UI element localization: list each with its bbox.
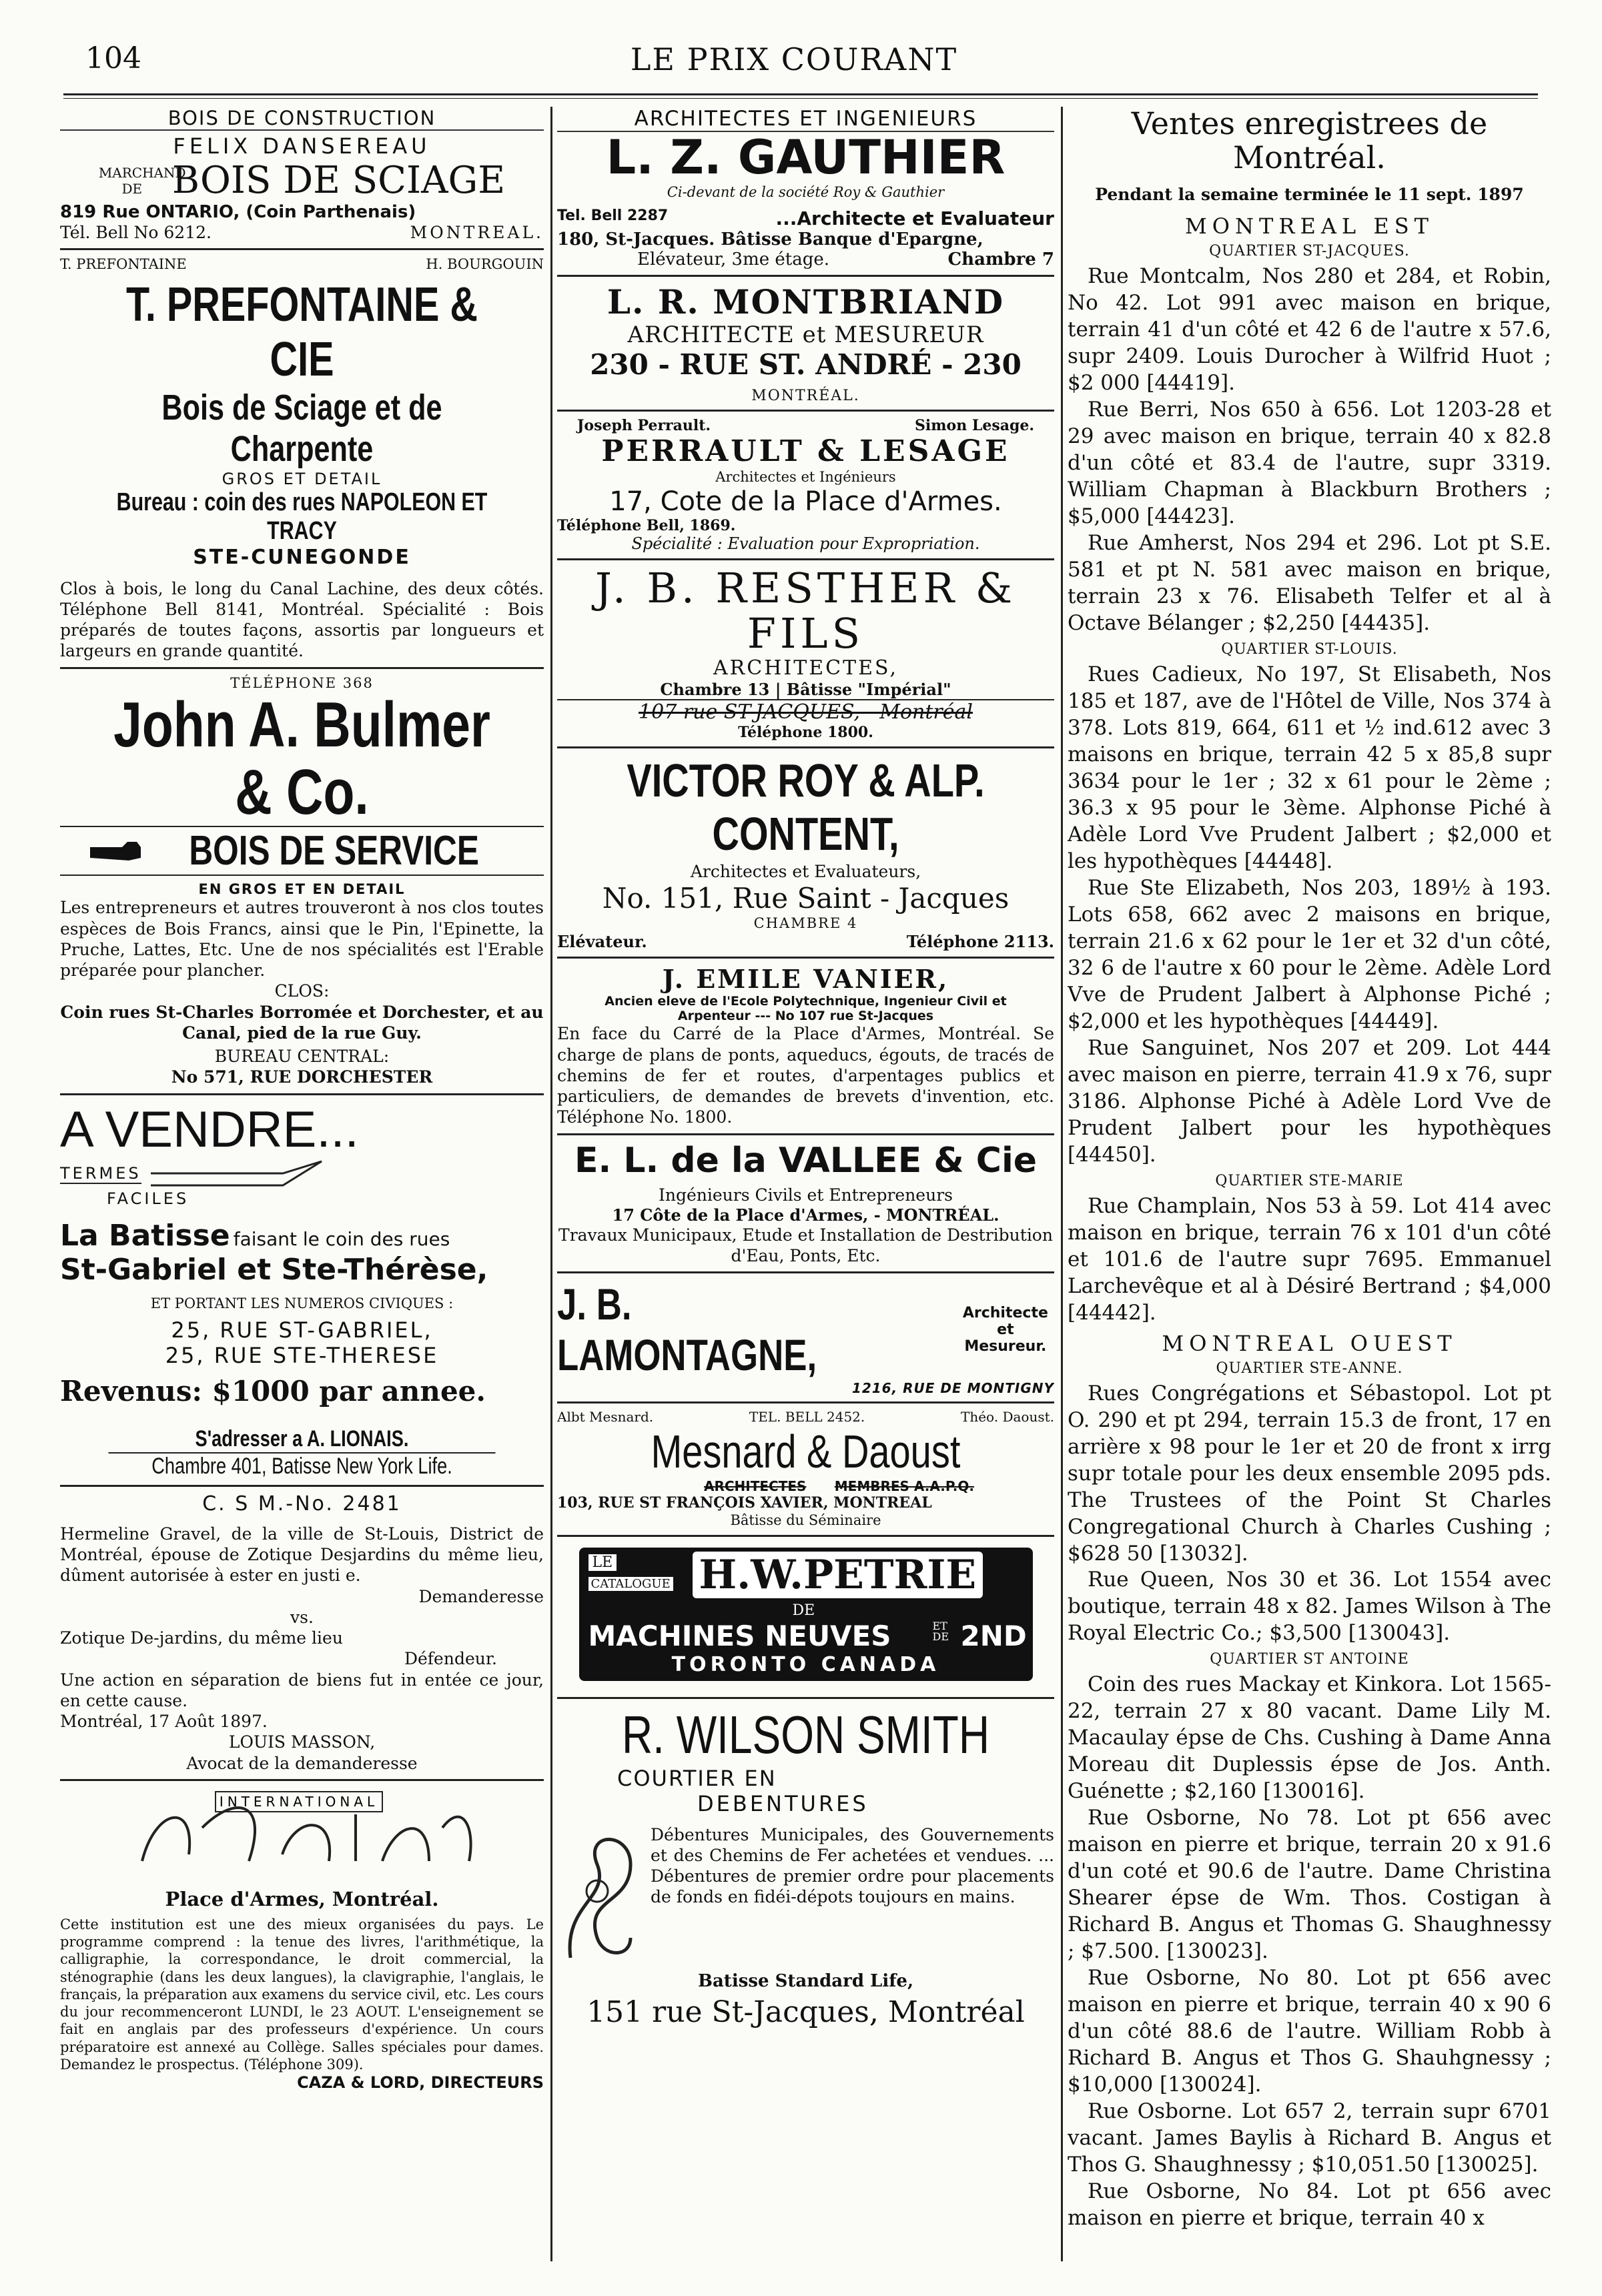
- ad-line1: Ancien eleve de l'Ecole Polytechnique, Ingenieur Civil et: [605, 994, 1007, 1009]
- ad-line1: La Batisse: [60, 1218, 230, 1253]
- pointing-hand-icon: [89, 838, 142, 865]
- ad-place: Place d'Armes, Montréal.: [165, 1887, 439, 1910]
- ad-sub: EN GROS ET EN DETAIL: [198, 881, 406, 898]
- ad-partner-left: T. PREFONTAINE: [60, 256, 187, 273]
- ad-clos: CLOS:: [274, 981, 330, 1001]
- quarter-heading: QUARTIER ST-LOUIS.: [1221, 640, 1398, 658]
- sale-entry: Rue Montcalm, Nos 280 et 284, et Robin, No 42. Lot 991 avec maison en brique, terrain 41 d'un côté et 42 6 de l'autre x 57.6, supr 2409. Louis Durocher à Wilfrid Huot ; $2 000 [44419].: [1068, 264, 1551, 396]
- ad-speciality: Spécialité : Evaluation pour Expropriation.: [631, 534, 980, 553]
- ad-roy-content: [557, 754, 1054, 959]
- ad-company: J. EMILE VANIER,: [662, 964, 949, 995]
- ad-address: 17, Cote de la Place d'Armes.: [609, 486, 1002, 517]
- ad-tel: Téléphone Bell, 1869.: [557, 516, 736, 534]
- ad-signature: CAZA & LORD, DIRECTEURS: [297, 2073, 544, 2093]
- ad-tel: TÉLÉPHONE 368: [230, 674, 374, 691]
- ad-partner-left: Albt Mesnard.: [557, 1409, 654, 1425]
- ad-dansereau: [60, 107, 544, 250]
- running-title: LE PRIX COURANT: [630, 41, 958, 77]
- ad-address2: Bâtisse du Séminaire: [730, 1512, 881, 1529]
- ad-clos-address: Coin rues St-Charles Borromée et Dorchester, et au Canal, pied de la rue Guy.: [60, 1002, 544, 1043]
- ad-bulmer: [60, 674, 544, 1095]
- ad-address2: 25, RUE STE-THERESE: [165, 1342, 439, 1368]
- petrie-le: LE: [588, 1554, 617, 1571]
- ad-work: Travaux Municipaux, Etude et Installation de Destribution d'Eau, Ponts, Etc.: [558, 1225, 1053, 1266]
- sale-entry: Rues Cadieux, No 197, St Elisabeth, Nos 185 et 187, ave de l'Hôtel de Ville, Nos 374 à 378. Lots 819, 664, 611 et ½ ind.612 avec 3 maisons en brique, terrain 42 5 x 85,8 supr 3634 pour le 1er ; 32 x 61 pour le 2ème ; 36.3 x 95 pour le 3ème. Alphonse Piché à Adèle Lord Vve Prudent Jalbert ; $2,000 et les hypothèques [44448].: [1068, 662, 1551, 873]
- quarter-heading: QUARTIER ST ANTOINE: [1210, 1651, 1409, 1668]
- sale-entry: Rue Queen, Nos 30 et 36. Lot 1554 avec boutique, terrain 48 x 82. James Wilson à The Royal Electric Co.; $3,500 [130043].: [1068, 1568, 1551, 1646]
- quarter-heading: QUARTIER ST-JACQUES.: [1209, 243, 1410, 260]
- column-middle: [557, 107, 1054, 2255]
- ad-name: FELIX DANSEREAU: [173, 133, 431, 159]
- ad-company: VICTOR ROY & ALP. CONTENT,: [627, 754, 985, 860]
- district-heading: MONTREAL EST: [1185, 213, 1434, 239]
- petrie-machines: MACHINES NEUVES: [588, 1619, 891, 1652]
- ad-termes: TERMES: [60, 1163, 141, 1183]
- ad-place: STE-CUNEGONDE: [193, 545, 411, 569]
- quarter-heading: QUARTIER STE-MARIE: [1215, 1172, 1404, 1189]
- ad-bureau-address: No 571, RUE DORCHESTER: [171, 1067, 433, 1087]
- ad-company: L. Z. GAUTHIER: [606, 130, 1006, 185]
- sale-entry: Rue Amherst, Nos 294 et 296. Lot pt S.E. 581 et pt N. 581 avec maison en brique, terrain 23 x 76. Elisabeth Telfer et al à Octave Bélanger ; $2,250 [44435].: [1068, 531, 1551, 635]
- ad-line1b: faisant le coin des rues: [233, 1227, 450, 1250]
- ad-elevator: Elévateur.: [557, 932, 647, 952]
- header-rule-thin: [63, 98, 1538, 99]
- section-title: Ventes enregistrees de Montréal.: [1131, 107, 1488, 175]
- petrie-etde: ET DE: [932, 1619, 949, 1643]
- ad-wilson-smith: [557, 1704, 1054, 2029]
- ad-role: Architectes et Evaluateurs,: [690, 861, 921, 881]
- petrie-catalogue: CATALOGUE: [588, 1577, 673, 1591]
- ad-bureau: Bureau : coin des rues NAPOLEON ET TRACY: [116, 488, 488, 545]
- sale-entry: Rue Osborne, No 78. Lot pt 656 avec maison en pierre et brique, terrain 20 x 91.6 d'un coté et 90.6 de l'autre. Dame Christina Shearer épse de Wm. Thos. Costigan à Richard B. Angus et Thomas G. Shaughnessy ; $7.500. [130023].: [1068, 1806, 1551, 1964]
- ad-tel: Tel. Bell 2287: [557, 207, 669, 225]
- ad-address: 230 - RUE ST. ANDRÉ - 230: [590, 348, 1022, 382]
- notice-defendant-name: Zotique De-jardins, du même lieu: [60, 1628, 343, 1648]
- petrie-banner: [579, 1548, 1033, 1681]
- ad-line2: Arpenteur --- No 107 rue St-Jacques: [677, 1009, 934, 1024]
- ad-address: 1216, RUE DE MONTIGNY: [851, 1380, 1054, 1397]
- ad-line2: St-Gabriel et Ste-Thérèse,: [60, 1252, 488, 1287]
- ad-body: Débentures Municipales, des Gouvernements et des Chemins de Fer achetées et vendues. ... Débentures de premier ordre pour placements de fonds en fidéi-dépots toujours en mains.: [651, 1824, 1054, 1907]
- ad-bureau: BUREAU CENTRAL:: [214, 1047, 390, 1067]
- college-logo-script: [115, 1788, 489, 1881]
- ad-prefontaine: [60, 255, 544, 668]
- sale-entry: Rue Osborne. Lot 657 2, terrain supr 6701 vacant. James Baylis à Richard B. Angus et Thos G. Shaughnessy ; $10,051.50 [130025].: [1068, 2099, 1551, 2177]
- ad-partner-right: Simon Lesage.: [915, 417, 1034, 435]
- ad-partner-right: Théo. Daoust.: [961, 1409, 1054, 1425]
- notice-date: Montréal, 17 Août 1897.: [60, 1712, 268, 1732]
- ad-address: 103, RUE ST FRANÇOIS XAVIER, MONTREAL: [557, 1494, 932, 1512]
- sale-entry: Rue Osborne, No 84. Lot pt 656 avec maison en pierre et brique, terrain 40 x: [1068, 2179, 1551, 2231]
- section-week: Pendant la semaine terminée le 11 sept. 1897: [1095, 185, 1524, 205]
- notice-action: Une action en séparation de biens fut in entée ce jour, en cette cause.: [60, 1670, 544, 1710]
- ad-role2: DEBENTURES: [697, 1790, 869, 1816]
- ad-address: 107 rue ST-JACQUES, - Montréal: [639, 700, 973, 724]
- ad-college: [60, 1788, 544, 2092]
- ad-resther: [557, 563, 1054, 748]
- sale-entry: Rue Osborne, No 80. Lot pt 656 avec maison en pierre et brique, terrain 40 x 90 6 d'un côté 88.6 de l'autre. William Robb à Richard B. Angus et Thos G. Shauhgnessy ; $10,000 [130024].: [1068, 1966, 1551, 2097]
- column-right: [1068, 107, 1551, 2255]
- notice-lawyer: LOUIS MASSON,: [228, 1732, 376, 1752]
- ad-role: Architecte et Mesureur.: [962, 1304, 1048, 1355]
- ad-company: T. PREFONTAINE & CIE: [126, 277, 478, 386]
- district-heading: MONTREAL OUEST: [1162, 1330, 1457, 1356]
- ad-city: MONTREAL.: [410, 223, 544, 242]
- notice-body: Hermeline Gravel, de la ville de St-Louis, District de Montréal, épouse de Zotique Desjardins du même lieu, dûment autorisée à ester en justi e.: [60, 1524, 544, 1586]
- arrow-banner-graphic: [149, 1159, 323, 1189]
- ad-address: 151 rue St-Jacques, Montréal: [586, 1994, 1025, 2029]
- ad-role: ARCHITECTES,: [713, 656, 898, 680]
- ad-tel: TEL. BELL 2452.: [749, 1409, 865, 1425]
- ad-room: Chambre 13 | Bâtisse "Impérial": [557, 680, 1054, 700]
- ad-role: ...Architecte et Evaluateur: [775, 207, 1054, 230]
- ad-company: J. B. RESTHER & FILS: [594, 563, 1017, 658]
- ad-address2: Elévateur, 3me étage.: [637, 249, 830, 270]
- ad-title: A VENDRE...: [60, 1101, 359, 1158]
- ad-line3: ET PORTANT LES NUMEROS CIVIQUES :: [150, 1295, 454, 1311]
- ad-marchand: MARCHAND DE: [98, 164, 186, 197]
- ad-tel: Tél. Bell No 6212.: [60, 223, 212, 242]
- ad-body: Les entrepreneurs et autres trouveront à nos clos toutes espèces de Bois Francs, ainsi que le Pin, l'Epinette, la Pruche, Lattes, Etc. Une de nos spécialités est l'Erable préparée pour plancher.: [60, 898, 544, 981]
- sale-entry: Coin des rues Mackay et Kinkora. Lot 1565-22, terrain 27 x 80 vacant. Dame Lily M. Macaulay épse de Chs. Cushing à Dame Anna Moreau dit Duplessis épse de Jos. Anth. Guénette ; $2,160 [130016].: [1068, 1672, 1551, 1804]
- notice-case: C. S M.-No. 2481: [202, 1492, 402, 1516]
- ornamental-initial-graphic: [557, 1824, 644, 1964]
- notice-defendant: Défendeur.: [404, 1649, 497, 1669]
- section-heading: ARCHITECTES ET INGENIEURS: [557, 107, 1054, 132]
- ad-line: BOIS DE SERVICE: [189, 828, 479, 875]
- ad-perrault-lesage: [557, 417, 1054, 560]
- ad-batisse: Batisse Standard Life,: [697, 1970, 913, 1991]
- ad-vanier: [557, 964, 1054, 1135]
- column-divider-2: [1061, 107, 1063, 2261]
- ad-room: CHAMBRE 4: [753, 915, 858, 932]
- ad-line: BOIS DE SCIAGE: [171, 159, 506, 202]
- ad-a-vendre: [60, 1101, 544, 1487]
- ad-sub: GROS ET DETAIL: [222, 469, 382, 488]
- page-header: [47, 41, 1541, 88]
- ad-role: Architectes et Ingénieurs: [715, 469, 896, 486]
- ad-heading: BOIS DE CONSTRUCTION: [60, 107, 544, 131]
- ad-role: ARCHITECTE et MESUREUR: [627, 322, 984, 349]
- ad-line: Bois de Sciage et de Charpente: [161, 387, 442, 469]
- ad-partner-left: Joseph Perrault.: [577, 417, 711, 435]
- petrie-second: 2ND: [960, 1619, 1027, 1652]
- ad-company: Mesnard & Daoust: [651, 1425, 961, 1478]
- petrie-name: H.W.PETRIE: [693, 1552, 983, 1598]
- svg-text:INTERNATIONAL: INTERNATIONAL: [219, 1793, 378, 1810]
- ad-montbriand: [557, 282, 1054, 412]
- ad-petrie: [557, 1548, 1054, 1699]
- ad-company: John A. Bulmer & Co.: [113, 688, 490, 828]
- ad-gauthier: [557, 107, 1054, 277]
- sale-entry: Rue Champlain, Nos 53 à 59. Lot 414 avec maison en brique, terrain 76 x 101 d'un côté et 101.6 de l'autre supr 7695. Emmanuel Larchevêque et al à Désiré Bertrand ; $4,000 [44442].: [1068, 1193, 1551, 1325]
- ad-mesnard-daoust: [557, 1409, 1054, 1536]
- ad-faciles: FACILES: [107, 1189, 189, 1208]
- petrie-de: DE: [792, 1602, 815, 1619]
- legal-notice: [60, 1492, 544, 1781]
- ad-prev: Ci-devant de la société Roy & Gauthier: [667, 184, 945, 200]
- header-rule: [63, 93, 1538, 95]
- page-number: 104: [85, 41, 141, 75]
- quarter-heading: QUARTIER STE-ANNE.: [1216, 1359, 1403, 1377]
- ad-members: MEMBRES A.A.P.Q.: [834, 1478, 974, 1495]
- ad-body: En face du Carré de la Place d'Armes, Montréal. Se charge de plans de ponts, aqueducs, égouts, de tracés de chemins de fer et routes, d'arpentages publics et particuliers, de demandes de brevets d'invention, etc. Téléphone No. 1800.: [557, 1024, 1054, 1127]
- ad-company: L. R. MONTBRIAND: [607, 282, 1005, 322]
- ad-address: No. 151, Rue Saint - Jacques: [602, 882, 1010, 915]
- ad-address1: 25, RUE ST-GABRIEL,: [171, 1317, 433, 1343]
- column-left: [60, 107, 544, 2255]
- ad-contact: S'adresser a A. LIONAIS.: [195, 1425, 409, 1452]
- sale-entry: Rue Berri, Nos 650 à 656. Lot 1203-28 et 29 avec maison en brique, terrain 40 x 82.8 d'un côté et 83.4 de l'autre, supr 3319. William Chapman à Blackburn Brothers ; $5,000 [44423].: [1068, 398, 1551, 529]
- notice-lawyer-role: Avocat de la demanderesse: [186, 1753, 418, 1773]
- sale-entry: Rues Congrégations et Sébastopol. Lot pt O. 290 et pt 294, terrain 15.3 de front, 17 en arrière x 98 pour le 1er et 20 de front x irrg supr totale pour les deux ensemble 2095 pds. The Trustees of the Point St Charles Congregational Church à Charles Cushing ; $628 50 [13032].: [1068, 1381, 1551, 1566]
- ad-role1: COURTIER EN: [617, 1765, 777, 1791]
- notice-plaintiff: Demanderesse: [418, 1586, 544, 1606]
- ad-address: 17 Côte de la Place d'Armes, - MONTRÉAL.: [612, 1205, 999, 1225]
- ad-role: Ingénieurs Civils et Entrepreneurs: [659, 1185, 953, 1205]
- sale-entry: Rue Ste Elizabeth, Nos 203, 189½ à 193. Lots 658, 662 avec 2 maisons en brique, terrain 21.6 x 62 pour le 1er et 32 d'un côté, 32 6 de l'autre x 60 pour le 2ème. Adèle Lord Vve de Prudent Jalbert à Alphonse Piché ; $2,000 et les hypothèques [44449].: [1068, 875, 1551, 1033]
- ad-tel: Téléphone 1800.: [738, 723, 873, 741]
- ad-company: E. L. de la VALLEE & Cie: [574, 1140, 1038, 1181]
- ad-tel: Téléphone 2113.: [906, 932, 1054, 952]
- ad-partner-right: H. BOURGOUIN: [426, 256, 544, 273]
- ad-company: R. WILSON SMITH: [621, 1704, 990, 1764]
- ad-address: 180, St-Jacques. Bâtisse Banque d'Epargne,: [557, 229, 983, 250]
- ad-role: ARCHITECTES: [704, 1478, 807, 1495]
- column-divider-1: [550, 107, 552, 2261]
- ad-lamontagne: [557, 1279, 1054, 1403]
- ad-address: 819 Rue ONTARIO, (Coin Parthenais): [60, 202, 416, 222]
- ad-revenue: Revenus: $1000 par annee.: [60, 1374, 486, 1407]
- notice-vs: vs.: [290, 1607, 314, 1627]
- petrie-city: TORONTO CANADA: [671, 1652, 940, 1676]
- ad-city: MONTRÉAL.: [751, 388, 860, 405]
- ad-room: Chambre 7: [947, 249, 1054, 270]
- ad-chambre: Chambre 401, Batisse New York Life.: [109, 1452, 496, 1480]
- ad-body: Cette institution est une des mieux organisées du pays. Le programme comprend : la tenue des livres, l'arithmétique, la calligraphie, la correspondance, le droit commercial, la sténographie (dans les deux langues), la clavigraphie, l'anglais, le français, la préparation aux examens du service civil, etc. Les cours du jour recommenceront LUNDI, le 23 AOUT. L'enseignement se fait en anglais par des professeurs d'expérience. Un cours préparatoire est annexé au Collège. Salles spéciales pour dames. Demandez le prospectus. (Téléphone 309).: [60, 1916, 544, 2073]
- ad-vallee: [557, 1141, 1054, 1274]
- ad-company: J. B. LAMONTAGNE,: [557, 1279, 817, 1380]
- ad-company: PERRAULT & LESAGE: [601, 434, 1010, 469]
- sale-entry: Rue Sanguinet, Nos 207 et 209. Lot 444 avec maison en pierre, terrain 41.9 x 76, supr 3186. Alphonse Piché à Adèle Lord Vve de Prudent Jalbert pour les hypothèques [44450].: [1068, 1035, 1551, 1167]
- ad-body: Clos à bois, le long du Canal Lachine, des deux côtés. Téléphone Bell 8141, Montréal. Spécialité : Bois préparés de toutes façons, assortis par longueurs et largeurs en grande quantité.: [60, 578, 544, 661]
